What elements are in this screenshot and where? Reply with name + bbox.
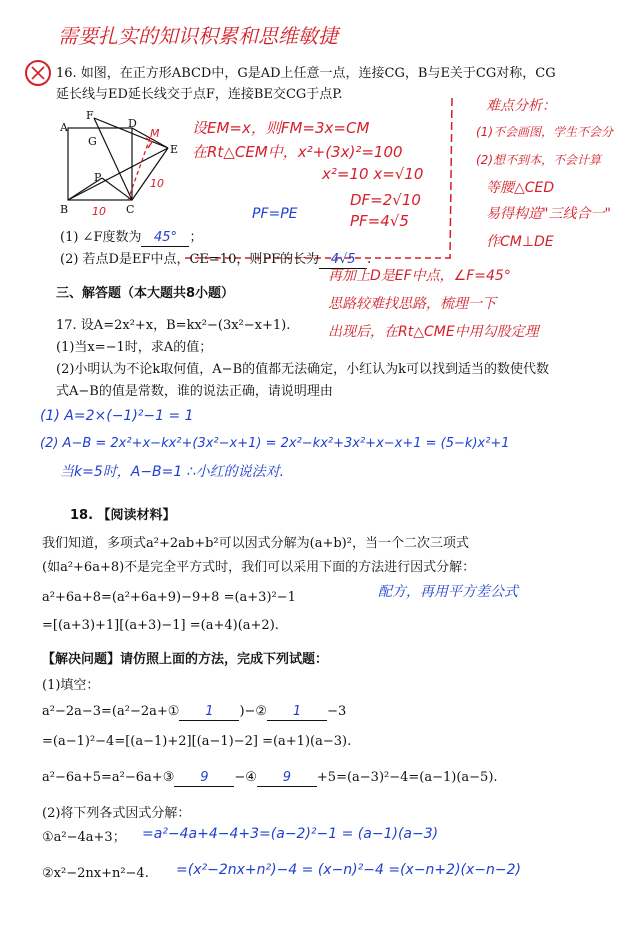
figure-label-D: D (128, 117, 137, 130)
q18-solve-title: 【解决问题】请仿照上面的方法，完成下列试题： (42, 652, 329, 667)
q17-line2: (1)当x=−1时，求A的值； (56, 340, 213, 355)
q18-p3-note: 配方，再用平方差公式 (378, 584, 518, 600)
fill3-part-a: a²−6a+5=a²−6a+③ (42, 770, 175, 785)
figure-label-M: M (150, 127, 160, 140)
side-note-4: 等腰△CED (486, 180, 555, 196)
header-note: 需要扎实的知识积累和思维敏捷 (58, 24, 338, 48)
red-work-1: 设EM=x，则FM=3x=CM (192, 119, 370, 137)
fill3-part-b: −④ (234, 770, 257, 785)
q17-line1: 17. 设A=2x²+x，B=kx²−(3x²−x+1). (56, 318, 291, 333)
figure-label-F: F (86, 109, 94, 122)
section-title: 三、解答题（本大题共8小题） (56, 286, 235, 301)
q16-line2: 延长线与ED延长线交于点F，连接BE交CG于点P. (56, 87, 343, 102)
q16-sub2-prefix: (2) 若点D是EF中点，CE=10，则PF的长为 (60, 252, 320, 267)
q18-fill-line2: =(a−1)²−4=[(a−1)+2][(a−1)−2] =(a+1)(a−3). (42, 734, 352, 749)
q18-p4: =[(a+3)+1][(a+3)−1] =(a+4)(a+2). (42, 618, 279, 633)
figure-label-G: G (88, 135, 97, 148)
red-work-5: PF=4√5 (350, 212, 409, 230)
q18-title: 18. 【阅读材料】 (70, 508, 176, 523)
blue-note-pf-pe: PF=PE (252, 206, 298, 222)
q16-sub1 (60, 230, 202, 247)
figure-label-B: B (60, 203, 69, 216)
side-note-5: 易得构造"三线合一" (486, 206, 611, 222)
q17-line4: 式A−B的值是常数，谁的说法正确，请说明理由 (56, 384, 333, 399)
q16-sub1-prefix: (1) ∠F度数为 (60, 230, 142, 245)
q16-sub1-suffix: ； (189, 230, 203, 245)
divider-line (450, 98, 452, 258)
q17-work1: (1) A=2×(−1)²−1 = 1 (40, 408, 194, 424)
red-work-3: x²=10 x=√10 (322, 165, 424, 183)
figure-label-bc-length: 10 (92, 205, 106, 218)
side-note-3: (2)想不到本，不会计算 (476, 153, 601, 167)
q18-exercise2: ②x²−2nx+n²−4. (42, 866, 149, 881)
q18-exercise1-work: =a²−4a+4−4+3=(a−2)²−1 = (a−1)(a−3) (142, 826, 439, 842)
q16-sub1-answer: 45° (141, 230, 189, 247)
q18-fact-title: (2)将下列各式因式分解： (42, 806, 191, 821)
fill3-answer-2: 9 (257, 770, 317, 787)
figure-label-P: P (94, 171, 102, 184)
q16-sub2-answer: 4√5 (319, 252, 367, 269)
q18-fill-line1 (42, 704, 346, 721)
bottom-note-2: 思路较难找思路，梳理一下 (328, 296, 496, 312)
fill1-part-c: −3 (327, 704, 347, 719)
figure-label-A: A (60, 121, 68, 134)
q17-work2: (2) A−B = 2x²+x−kx²+(3x²−x+1) = 2x²−kx²+3x²+x−x+1 = (5−k)x²+1 (40, 436, 510, 451)
figure-label-C: C (126, 203, 135, 216)
fill3-part-c: +5=(a−3)²−4=(a−1)(a−5). (316, 770, 498, 785)
side-note-1: 难点分析： (486, 98, 556, 114)
q18-p2: (如a²+6a+8)不是完全平方式时，我们可以采用下面的方法进行因式分解： (42, 560, 476, 575)
cross-mark (32, 67, 44, 79)
q17-line3: (2)小明认为不论k取何值，A−B的值都无法确定，小红认为k可以找到适当的数使代数 (56, 362, 550, 377)
fill1-part-b: )−② (239, 704, 268, 719)
red-work-2: 在Rt△CEM中，x²+(3x)²=100 (192, 143, 403, 161)
q16-sub2 (60, 252, 371, 269)
q18-p1: 我们知道，多项式a²+2ab+b²可以因式分解为(a+b)²，当一个二次三项式 (42, 536, 469, 551)
q18-exercise2-work: =(x²−2nx+n²)−4 = (x−n)²−4 =(x−n+2)(x−n−2) (176, 862, 521, 878)
side-note-6: 作CM⊥DE (486, 234, 554, 250)
q18-p3: a²+6a+8=(a²+6a+9)−9+8 =(a+3)²−1 (42, 590, 296, 605)
red-work-4: DF=2√10 (350, 191, 421, 209)
fill1-answer-2: 1 (267, 704, 327, 721)
fill1-part-a: a²−2a−3=(a²−2a+① (42, 704, 180, 719)
fill1-answer-1: 1 (179, 704, 239, 721)
q16-sub2-suffix: . (367, 252, 372, 267)
figure-label-E: E (170, 143, 179, 156)
fill3-answer-1: 9 (174, 770, 234, 787)
bottom-note-3: 出现后，在Rt△CME中用勾股定理 (328, 324, 539, 340)
q18-fill-title: (1)填空： (42, 678, 100, 693)
q17-work3: 当k=5时，A−B=1 ∴小红的说法对. (60, 464, 285, 480)
q18-exercise1: ①a²−4a+3； (42, 830, 126, 845)
side-note-2: (1)不会画图，学生不会分 (476, 125, 613, 139)
q18-fill-line3 (42, 770, 498, 787)
figure-label-ce-length: 10 (150, 177, 164, 190)
bottom-note-1: 再加上D是EF中点，∠F=45° (328, 268, 511, 284)
q16-line1: 16. 如图，在正方形ABCD中，G是AD上任意一点，连接CG，B与E关于CG对称，CG (56, 66, 556, 81)
